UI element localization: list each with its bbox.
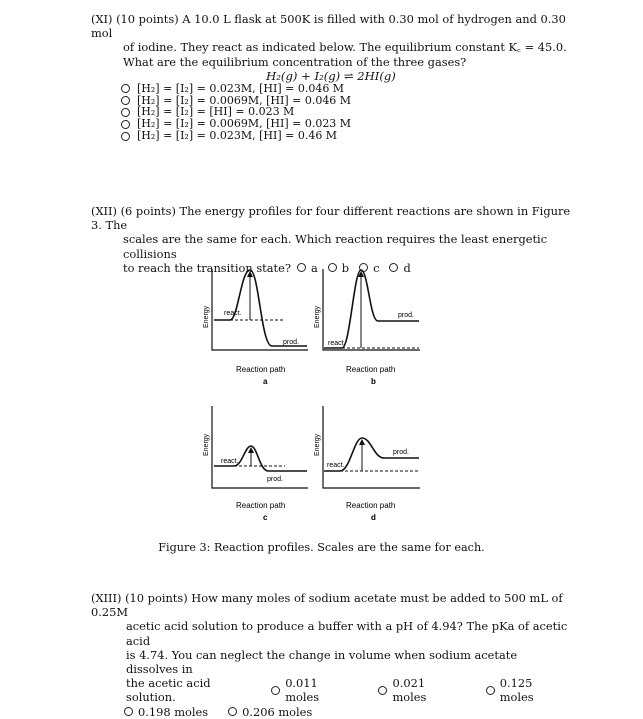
q11-option-1-label: [H₂] = [I₂] = 0.023M, [HI] = 0.046 M bbox=[137, 81, 345, 95]
figure-3-reaction-profiles bbox=[190, 266, 440, 536]
panel-c-y-label: Energy bbox=[203, 433, 210, 456]
q11-option-5[interactable] bbox=[121, 130, 571, 142]
q13-option-4-label: 0.198 moles bbox=[138, 704, 209, 719]
q13-option-1-label: 0.011 moles bbox=[285, 676, 320, 705]
q12-option-d-label: d bbox=[403, 260, 411, 275]
q13-option-3[interactable] bbox=[486, 676, 567, 704]
radio-button[interactable] bbox=[121, 120, 130, 129]
q13-text-line-4 bbox=[91, 676, 571, 704]
radio-button[interactable] bbox=[228, 707, 237, 716]
panel-a-y-label: Energy bbox=[203, 305, 210, 328]
panel-b-y-label: Energy bbox=[314, 305, 321, 328]
figure-caption: Figure 3: Reaction profiles. Scales are the same for each. bbox=[158, 541, 485, 554]
q13-option-2[interactable] bbox=[378, 676, 459, 704]
q11-option-2-label: [H₂] = [I₂] = 0.0069M, [HI] = 0.046 M bbox=[137, 93, 352, 107]
question-11 bbox=[91, 12, 571, 142]
radio-button[interactable] bbox=[121, 108, 130, 117]
q13-text-line-5 bbox=[91, 705, 571, 719]
radio-button[interactable] bbox=[271, 686, 280, 695]
panel-c-x-label: Reaction path bbox=[236, 501, 286, 510]
radio-button[interactable] bbox=[121, 84, 130, 93]
q12-option-c-label: c bbox=[373, 260, 380, 275]
panel-a-x-label: Reaction path bbox=[236, 365, 286, 374]
panel-d-x-label: Reaction path bbox=[346, 501, 396, 510]
panel-b bbox=[314, 269, 420, 386]
q13-option-2-label: 0.021 moles bbox=[392, 676, 427, 705]
panel-b-prod-label: prod. bbox=[398, 312, 414, 319]
q11-text-line-1: (XI) (10 points) A 10.0 L flask at 500K is filled with 0.30 mol of hydrogen and 0.30 mol bbox=[91, 12, 566, 41]
panel-a-prod-label: prod. bbox=[283, 339, 299, 346]
q13-option-5[interactable] bbox=[228, 705, 312, 719]
q13-text-line-3: is 4.74. You can neglect the change in volume when sodium acetate dissolves in bbox=[126, 647, 518, 677]
q11-option-3-label: [H₂] = [I₂] = [HI] = 0.023 M bbox=[137, 105, 295, 119]
panel-b-energy-curve bbox=[324, 270, 419, 348]
q13-text-line-2: acetic acid solution to produce a buffer with a pH of 4.94? The pKa of acetic acid bbox=[126, 619, 568, 648]
q12-text-line-3-text: to reach the transition state? bbox=[123, 260, 291, 275]
q13-text-line-4-text: the acetic acid solution. bbox=[126, 676, 211, 705]
q12-option-a-label: a bbox=[310, 260, 318, 275]
q13-option-1[interactable] bbox=[271, 676, 352, 704]
panel-a-letter: a bbox=[263, 377, 268, 386]
q11-options bbox=[121, 83, 571, 142]
question-12 bbox=[91, 204, 571, 275]
radio-button[interactable] bbox=[486, 686, 495, 695]
q11-equation: H₂(g) + I₂(g) ⇌ 2HI(g) bbox=[266, 68, 396, 83]
panel-c bbox=[203, 406, 308, 522]
panel-c-prod-label: prod. bbox=[267, 476, 283, 483]
panel-b-x-label: Reaction path bbox=[346, 365, 396, 374]
q11-option-5-label: [H₂] = [I₂] = 0.023M, [HI] = 0.46 M bbox=[137, 129, 338, 142]
q13-option-3-label: 0.125 moles bbox=[499, 676, 534, 705]
reaction-profiles-diagram bbox=[190, 266, 440, 536]
radio-button[interactable] bbox=[378, 686, 387, 695]
panel-a bbox=[203, 269, 308, 386]
q13-text-line-1: (XIII) (10 points) How many moles of sodium acetate must be added to 500 mL of 0.25M bbox=[91, 591, 563, 620]
radio-button[interactable] bbox=[121, 132, 130, 141]
panel-c-axes bbox=[212, 406, 308, 488]
q11-text-line-3: What are the equilibrium concentration of the three gases? bbox=[123, 54, 467, 69]
q13-option-5-label: 0.206 moles bbox=[242, 704, 313, 719]
panel-c-react-label: react. bbox=[221, 458, 239, 465]
q12-option-b-label: b bbox=[341, 260, 350, 275]
q12-text-line-1: (XII) (6 points) The energy profiles for four different reactions are shown in Figure 3. The bbox=[91, 204, 571, 233]
panel-a-energy-curve bbox=[214, 270, 307, 346]
panel-d bbox=[314, 406, 420, 522]
q11-option-4-label: [H₂] = [I₂] = 0.0069M, [HI] = 0.023 M bbox=[137, 117, 352, 131]
radio-button[interactable] bbox=[121, 96, 130, 105]
q12-text-line-2: scales are the same for each. Which reaction requires the least energetic collisions bbox=[123, 232, 548, 261]
panel-c-letter: c bbox=[263, 513, 268, 522]
panel-d-prod-label: prod. bbox=[393, 449, 409, 456]
panel-b-letter: b bbox=[371, 377, 376, 386]
panel-a-react-label: react. bbox=[224, 310, 242, 317]
panel-d-react-label: react. bbox=[327, 462, 345, 469]
panel-d-y-label: Energy bbox=[314, 433, 321, 456]
q13-option-4[interactable] bbox=[124, 705, 208, 719]
panel-d-letter: d bbox=[371, 513, 376, 522]
radio-button[interactable] bbox=[124, 707, 133, 716]
panel-b-react-label: react. bbox=[328, 340, 346, 347]
q11-text-line-2: of iodine. They react as indicated below. The equilibrium constant K꜀ = 45.0. bbox=[123, 40, 567, 55]
